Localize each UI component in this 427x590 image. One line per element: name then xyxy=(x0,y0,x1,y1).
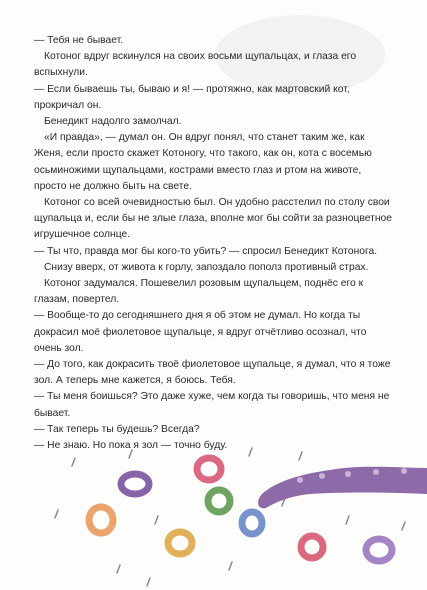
paragraph: — Так теперь ты будешь? Всегда? xyxy=(34,423,200,435)
tentacle-illustration xyxy=(0,440,427,590)
paragraph: Снизу вверх, от живота к горлу, запоздало пополз противный страх. xyxy=(44,261,369,273)
paragraph: — Тебя не бывает. xyxy=(34,35,124,46)
paragraph: — Не знаю. Но пока я зол — точно буду. xyxy=(34,440,228,452)
paragraph: Котоног задумался. Пошевелил розовым щупальцем, поднёс его к глазам, повертел. xyxy=(34,278,364,306)
ring-icon xyxy=(366,539,392,561)
paragraph: Котоног вдруг вскинулся на своих восьми щупальцах, и глаза его вспыхнули. xyxy=(34,51,357,79)
ring-icon xyxy=(89,507,113,533)
paragraph: — До того, как докрасить твоё фиолетовое щупальце, я думал, что я тоже зол. А теперь мне кажется, я боюсь. Тебя. xyxy=(34,359,391,387)
paragraph: Бенедикт надолго замолчал. xyxy=(44,116,182,128)
story-text xyxy=(34,33,396,454)
paragraph: — Вообще-то до сегодняшнего дня я об этом не думал. Но когда ты докрасил моё фиолетовое щупальце, я вдруг отчётливо осознал, что очень зол. xyxy=(34,310,367,354)
paragraph: Котоног со всей очевидностью был. Он удобно расстелил по столу свои щупальца и, если бы не злые глаза, вполне мог бы сойти за разноцветное игрушечное солнце. xyxy=(34,197,392,241)
ring-icon xyxy=(208,490,230,512)
ring-icon xyxy=(168,532,192,554)
ring-icon xyxy=(197,458,221,480)
ring-icon xyxy=(301,536,323,558)
paragraph: «И правда», — думал он. Он вдруг понял, что станет таким же, как Женя, если просто скажет Котоногу, что такого, как он, кота с восемью осьминожими щупальцами, кострами вместо глаз и ртом на животе, просто не должно быть на свете. xyxy=(34,132,372,192)
paragraph: — Ты что, правда мог бы кого-то убить? — спросил Бенедикт Котонога. xyxy=(34,245,378,257)
paragraph: — Ты меня боишься? Это даже хуже, чем когда ты говоришь, что меня не бывает. xyxy=(34,391,390,419)
ring-icon xyxy=(121,474,149,494)
paragraph: — Если бываешь ты, бываю и я! — протяжно, как мартовский кот, прокричал он. xyxy=(34,83,350,111)
ring-icon xyxy=(242,512,262,534)
